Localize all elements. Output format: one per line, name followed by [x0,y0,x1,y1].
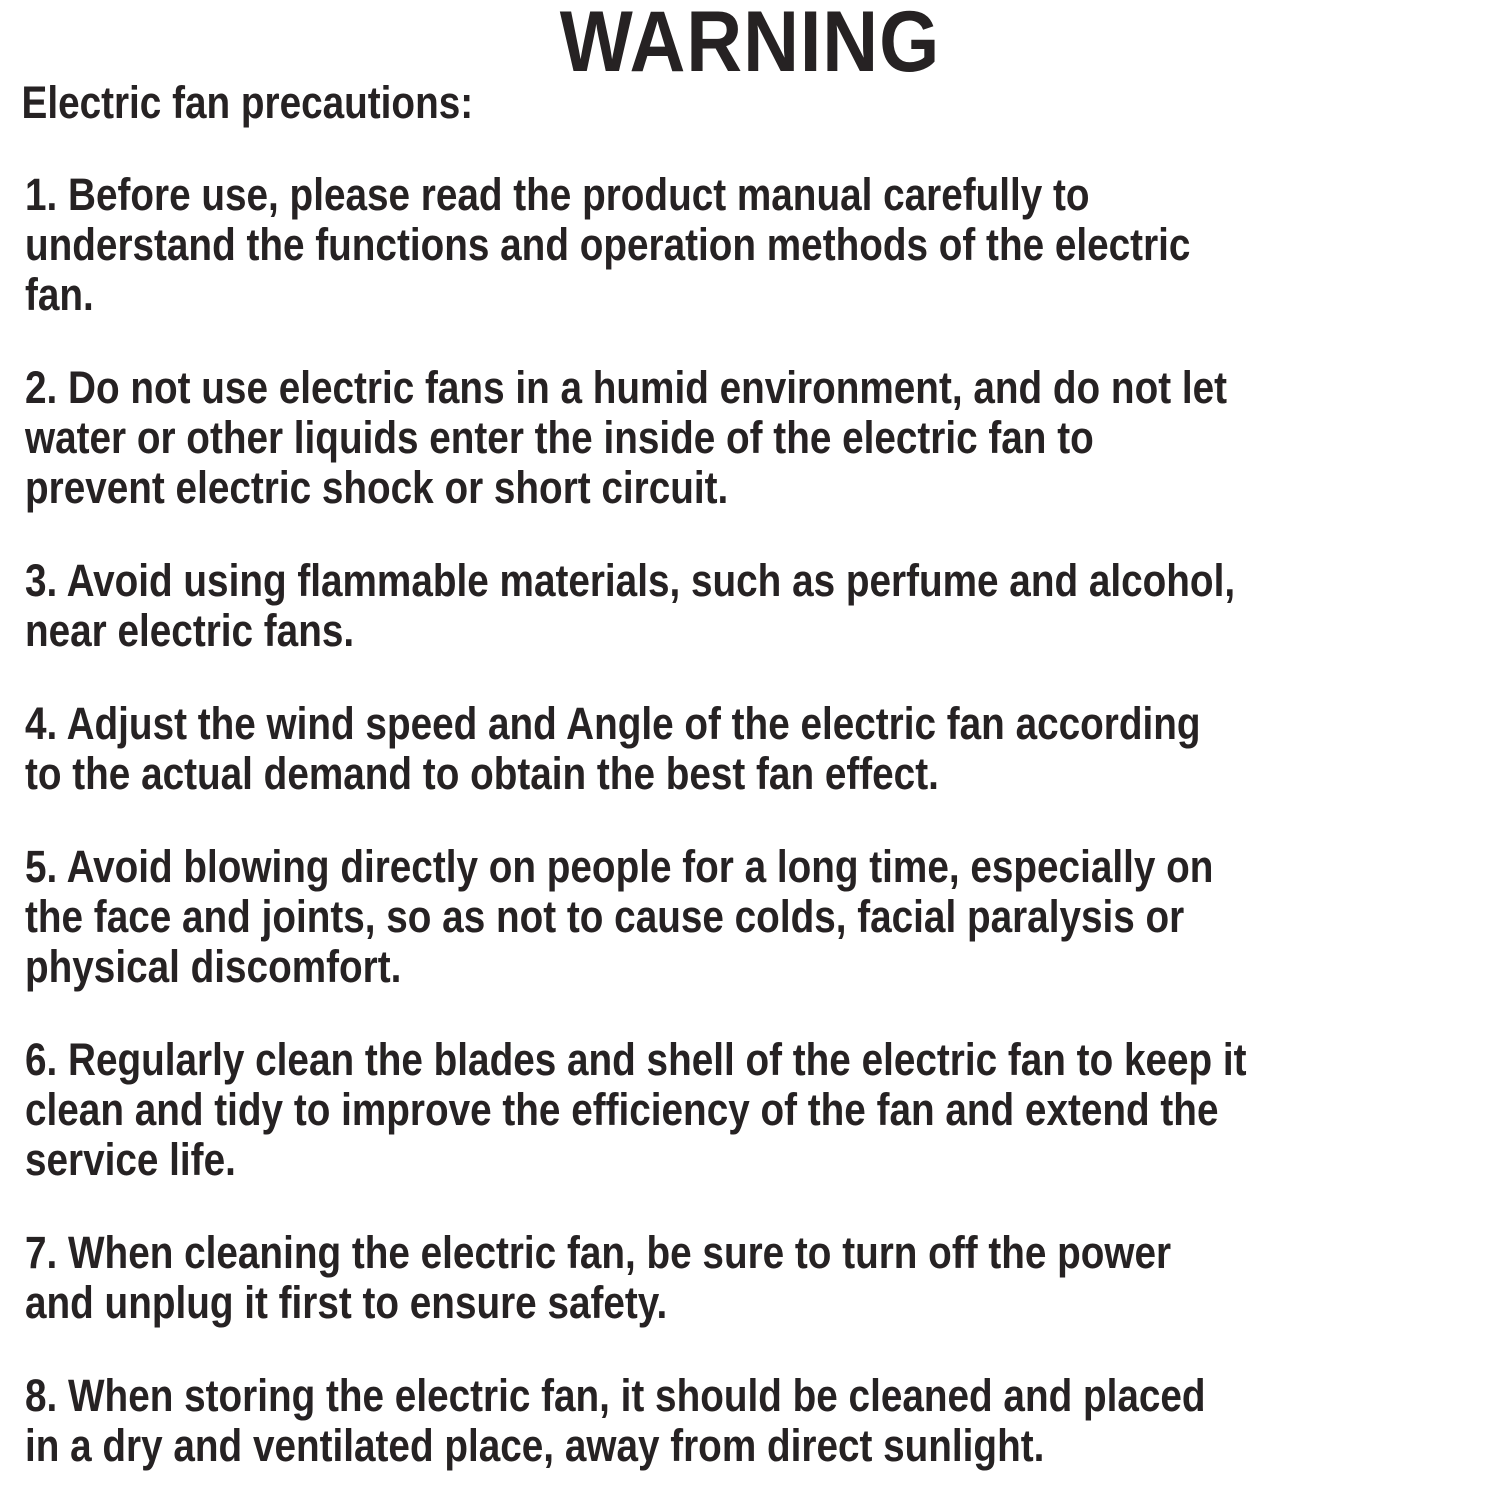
precaution-line: fan. [25,269,94,320]
precaution-line: physical discomfort. [25,941,402,992]
precaution-line: 6. Regularly clean the blades and shell of the electric fan to keep it [25,1034,1247,1085]
precaution-line: the face and joints, so as not to cause colds, facial paralysis or [25,891,1185,942]
precaution-line: in a dry and ventilated place, away from direct sunlight. [25,1420,1045,1471]
subtitle: Electric fan precautions: [21,77,474,128]
precaution-line: water or other liquids enter the inside of the electric fan to [25,412,1094,463]
precaution-item-5 [25,842,1500,992]
precaution-line: prevent electric shock or short circuit. [25,462,729,513]
precaution-line: clean and tidy to improve the efficiency of the fan and extend the [25,1084,1219,1135]
precaution-item-7 [25,1228,1500,1328]
precaution-line: 4. Adjust the wind speed and Angle of the electric fan according [25,698,1201,749]
page-title: WARNING [559,0,941,90]
precaution-line: service life. [25,1134,236,1185]
precaution-item-8 [25,1371,1500,1471]
precaution-line: understand the functions and operation methods of the electric [25,219,1191,270]
precaution-line: 7. When cleaning the electric fan, be sure to turn off the power [25,1227,1172,1278]
precaution-line: 8. When storing the electric fan, it should be cleaned and placed [25,1370,1206,1421]
precaution-item-6 [25,1035,1500,1185]
precaution-line: 1. Before use, please read the product manual carefully to [25,169,1090,220]
precaution-line: 5. Avoid blowing directly on people for a long time, especially on [25,841,1214,892]
precaution-line: 2. Do not use electric fans in a humid environment, and do not let [25,362,1228,413]
precaution-item-2 [25,363,1500,513]
precaution-line: and unplug it first to ensure safety. [25,1277,668,1328]
precaution-line: near electric fans. [25,605,355,656]
precaution-line: to the actual demand to obtain the best fan effect. [25,748,939,799]
precaution-item-3 [25,556,1500,656]
precaution-item-4 [25,699,1500,799]
precaution-item-1 [25,170,1500,320]
precaution-list [0,170,1500,1471]
precaution-line: 3. Avoid using flammable materials, such as perfume and alcohol, [25,555,1236,606]
